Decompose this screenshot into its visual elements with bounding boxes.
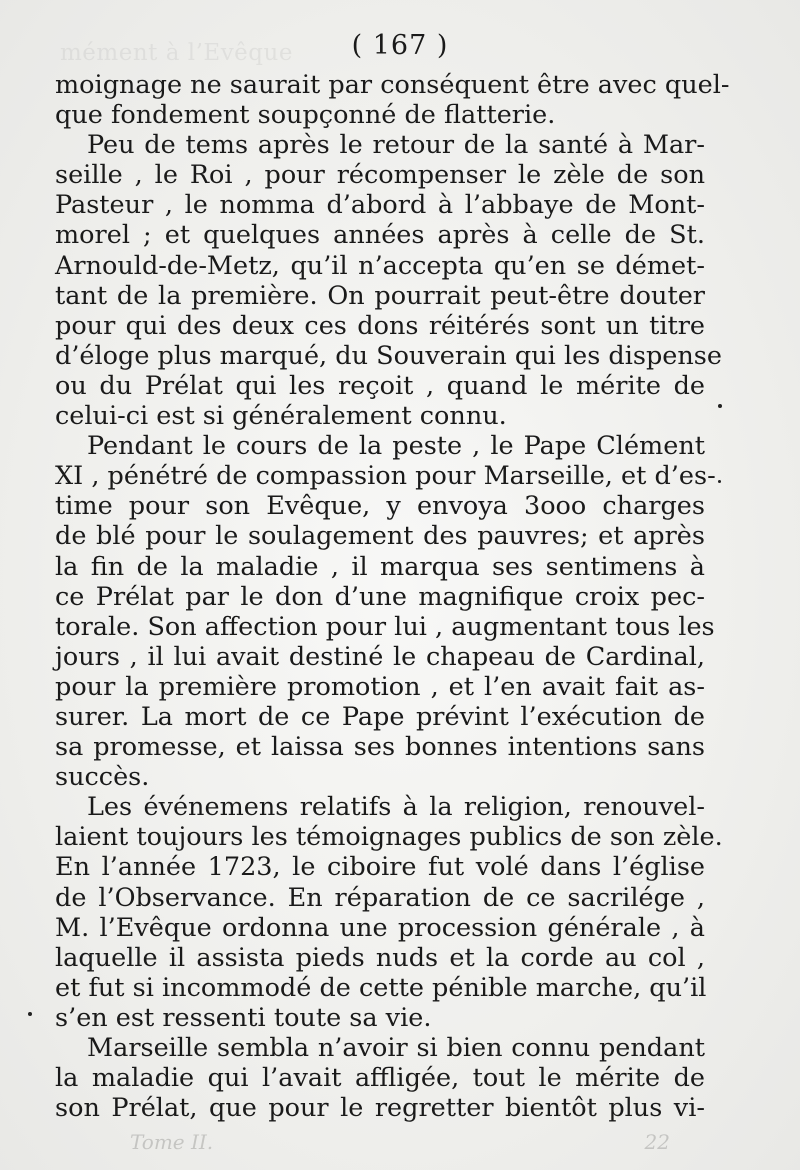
text-line: laquelle il assista pieds nuds et la corde au col , [55,942,705,973]
text-line: celui-ci est si généralement connu. [55,401,507,432]
text-line: laient toujours les témoignages publics de son zèle. [55,822,723,853]
ink-speck [718,480,721,483]
text-line: Les événemens relatifs à la religion, renouvel- [87,792,705,823]
text-line: Pasteur , le nomma d’abord à l’abbaye de Mont- [55,190,705,221]
text-line: time pour son Evêque, y envoya 3ooo charges [55,491,705,522]
text-line: Marseille sembla n’avoir si bien connu pendant [87,1033,705,1063]
text-line: jours , il lui avait destiné le chapeau de Cardinal, [55,641,705,672]
text-line: d’éloge plus marqué, du Souverain qui les dispense [55,340,722,371]
text-line: tant de la première. On pourrait peut-être douter [55,280,705,311]
text-line: la maladie qui l’avait affligée, tout le mérite de [55,1063,705,1094]
ink-speck [718,404,722,408]
text-line: ce Prélat par le don d’une magnifique croix pec- [55,581,705,612]
text-line: son Prélat, que pour le regretter bientôt plus vi- [55,1093,705,1124]
text-line: En l’année 1723, le ciboire fut volé dans l’église [55,852,705,883]
text-line: de blé pour le soulagement des pauvres; et après [55,521,705,552]
text-line: succès. [55,762,150,793]
bleed-through-text: mément à l’Evêque [60,40,293,66]
text-line: sa promesse, et laissa ses bonnes intentions sans [55,732,705,763]
text-line: Arnould-de-Metz, qu’il n’accepta qu’en se démet- [55,250,705,281]
body-text [55,70,730,1124]
text-line: la fin de la maladie , il marqua ses sentimens à [55,551,705,582]
text-line: Peu de tems après le retour de la santé à Mar- [87,130,705,161]
page-number: ( 167 ) [351,30,449,61]
footer-signature: Tome II. [130,1130,214,1154]
text-line: et fut si incommodé de cette pénible marche, qu’il [55,972,707,1003]
text-line: Pendant le cours de la peste , le Pape Clément [87,431,705,462]
text-line: de l’Observance. En réparation de ce sacrilége , [55,882,705,913]
text-line: torale. Son affection pour lui , augmentant tous les [55,611,715,642]
text-line: moignage ne saurait par conséquent être avec quel- [55,70,730,100]
text-line: s’en est ressenti toute sa vie. [55,1002,432,1033]
text-line: seille , le Roi , pour récompenser le zèle de son [55,160,705,191]
text-line: pour qui des deux ces dons réitérés sont un titre [55,310,705,341]
ink-speck [28,1012,32,1016]
text-line: que fondement soupçonné de flatterie. [55,100,556,131]
text-line: surer. La mort de ce Pape prévint l’exécution de [55,701,705,732]
text-line: XI , pénétré de compassion pour Marseille, et d’es- [55,461,716,492]
text-line: morel ; et quelques années après à celle de St. [55,220,705,251]
text-line: ou du Prélat qui les reçoit , quand le mérite de [55,370,705,401]
text-line: M. l’Evêque ordonna une procession générale , à [55,912,705,943]
text-line: pour la première promotion , et l’en avait fait as- [55,671,705,702]
footer-signature-mark: 22 [644,1130,670,1154]
page-footer [130,1130,670,1154]
